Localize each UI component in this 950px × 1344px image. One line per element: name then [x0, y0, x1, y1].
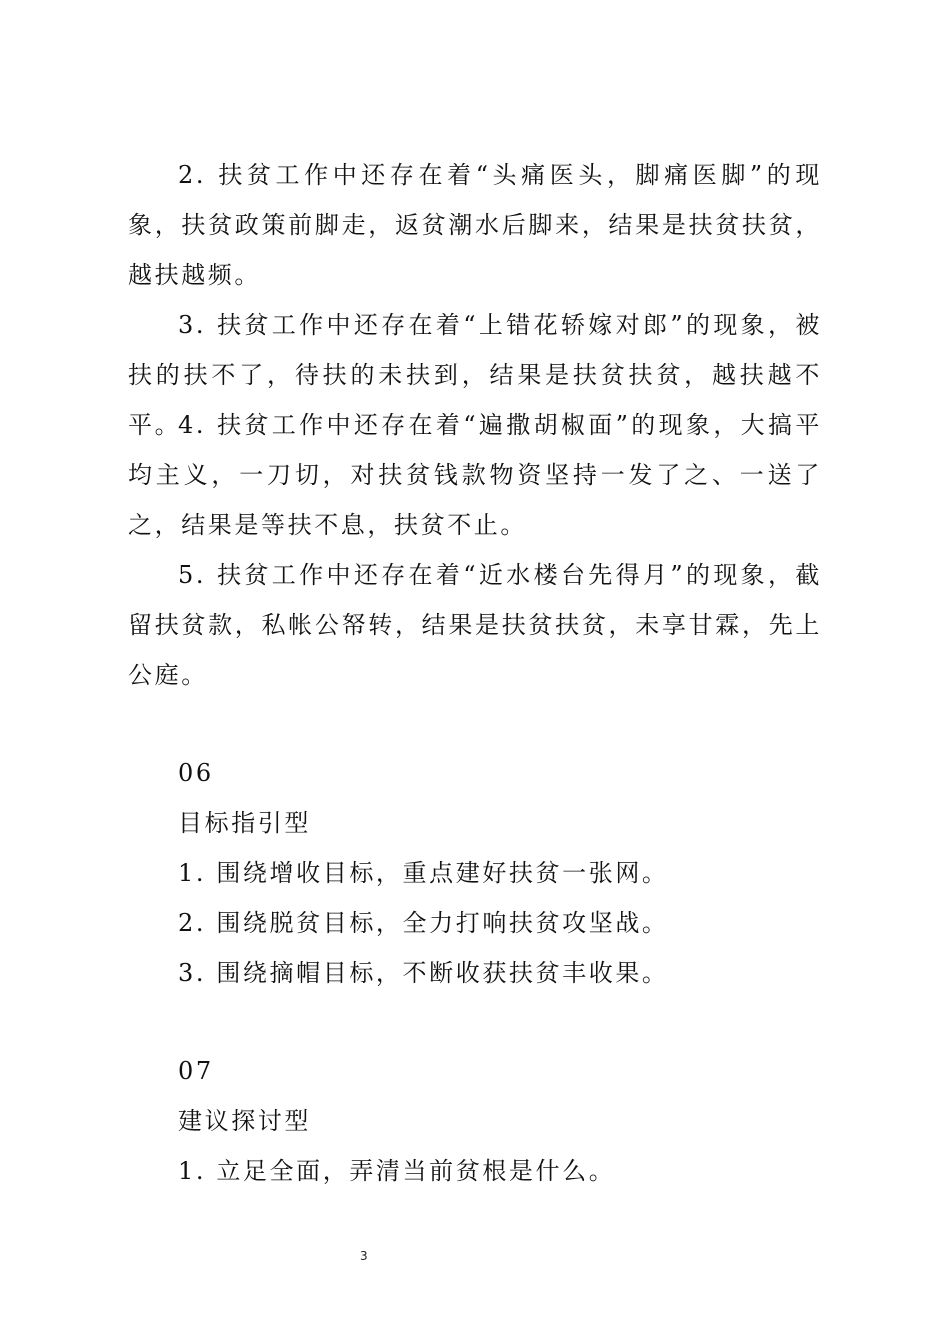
paragraph-2: 2. 扶贫工作中还存在着“头痛医头，脚痛医脚”的现象，扶贫政策前脚走，返贫潮水后脚来，结果是扶贫扶贫，越扶越频。 [128, 161, 822, 289]
section-06-title: 目标指引型 [178, 809, 311, 837]
section-07-number: 07 [178, 1057, 214, 1085]
page-number: 3 [360, 1249, 368, 1263]
section-07-item: 1. 立足全面，弄清当前贫根是什么。 [178, 1157, 616, 1185]
section-06-item: 1. 围绕增收目标，重点建好扶贫一张网。 [178, 859, 669, 887]
paragraph-3: 3. 扶贫工作中还存在着“上错花轿嫁对郎”的现象，被扶的扶不了，待扶的未扶到，结果是扶贫扶贫，越扶越不平。 [128, 311, 822, 439]
paragraph-4: 4. 扶贫工作中还存在着“遍撒胡椒面”的现象，大搞平均主义，一刀切，对扶贫钱款物资坚持一发了之、一送了之，结果是等扶不息，扶贫不止。 [128, 411, 822, 539]
paragraph-5: 5. 扶贫工作中还存在着“近水楼台先得月”的现象，截留扶贫款，私帐公帑转，结果是扶贫扶贫，未享甘霖，先上公庭。 [128, 561, 822, 689]
section-06-item: 3. 围绕摘帽目标，不断收获扶贫丰收果。 [178, 959, 669, 987]
section-06-number: 06 [178, 759, 214, 787]
section-07-title: 建议探讨型 [178, 1107, 311, 1135]
section-06-item: 2. 围绕脱贫目标，全力打响扶贫攻坚战。 [178, 909, 669, 937]
